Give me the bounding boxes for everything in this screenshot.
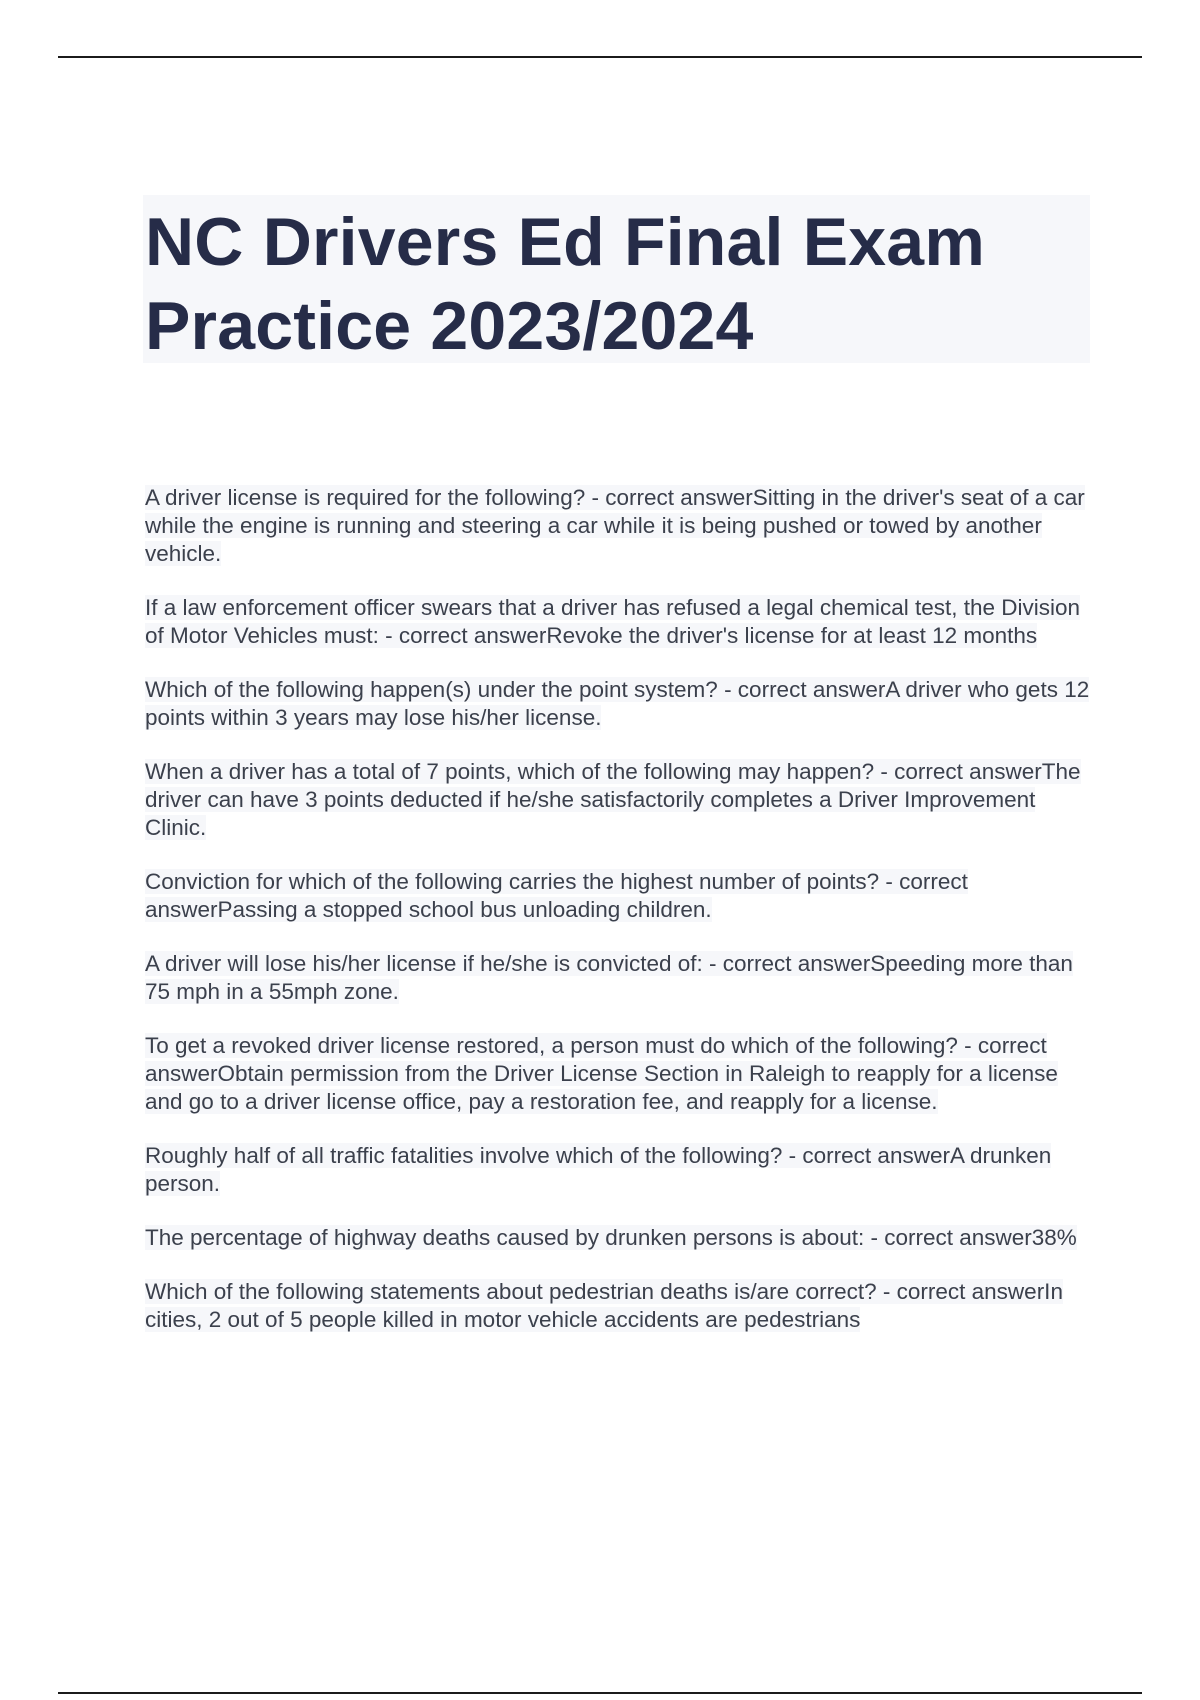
qa-text: A driver will lose his/her license if he/she is convicted of: - correct answerSpeeding more than 75 mph in a 55mph zone. [145, 951, 1073, 1004]
qa-text: Which of the following statements about pedestrian deaths is/are correct? - correct answerIn cities, 2 out of 5 people killed in motor vehicle accidents are pedestrians [145, 1279, 1063, 1332]
document-title [145, 200, 1090, 368]
qa-item [145, 1224, 1090, 1252]
qa-item [145, 1142, 1090, 1198]
qa-item [145, 484, 1090, 568]
bottom-divider [58, 1692, 1142, 1694]
title-block [143, 195, 1090, 363]
qa-text: A driver license is required for the following? - correct answerSitting in the driver's seat of a car while the engine is running and steering a car while it is being pushed or towed by another vehicle. [145, 485, 1085, 566]
qa-item [145, 1032, 1090, 1116]
qa-item [145, 758, 1090, 842]
qa-text: Which of the following happen(s) under the point system? - correct answerA driver who gets 12 points within 3 years may lose his/her license. [145, 677, 1090, 730]
question-answer-list [145, 484, 1090, 1360]
qa-item [145, 1278, 1090, 1334]
qa-text: When a driver has a total of 7 points, which of the following may happen? - correct answerThe driver can have 3 points deducted if he/she satisfactorily completes a Driver Improvement Clinic. [145, 759, 1081, 840]
qa-item [145, 950, 1090, 1006]
top-divider [58, 56, 1142, 58]
title-line-1: NC Drivers Ed Final Exam [145, 204, 985, 280]
qa-text: Conviction for which of the following carries the highest number of points? - correct answerPassing a stopped school bus unloading children. [145, 869, 968, 922]
qa-item [145, 868, 1090, 924]
qa-item [145, 676, 1090, 732]
qa-text: To get a revoked driver license restored, a person must do which of the following? - correct answerObtain permission from the Driver License Section in Raleigh to reapply for a license and go to a driver license office, pay a restoration fee, and reapply for a license. [145, 1033, 1058, 1114]
qa-item [145, 594, 1090, 650]
qa-text: Roughly half of all traffic fatalities involve which of the following? - correct answerA drunken person. [145, 1143, 1052, 1196]
qa-text: If a law enforcement officer swears that a driver has refused a legal chemical test, the Division of Motor Vehicles must: - correct answerRevoke the driver's license for at least 12 months [145, 595, 1081, 648]
qa-text: The percentage of highway deaths caused by drunken persons is about: - correct answer38% [145, 1225, 1077, 1250]
title-line-2: Practice 2023/2024 [145, 288, 754, 364]
